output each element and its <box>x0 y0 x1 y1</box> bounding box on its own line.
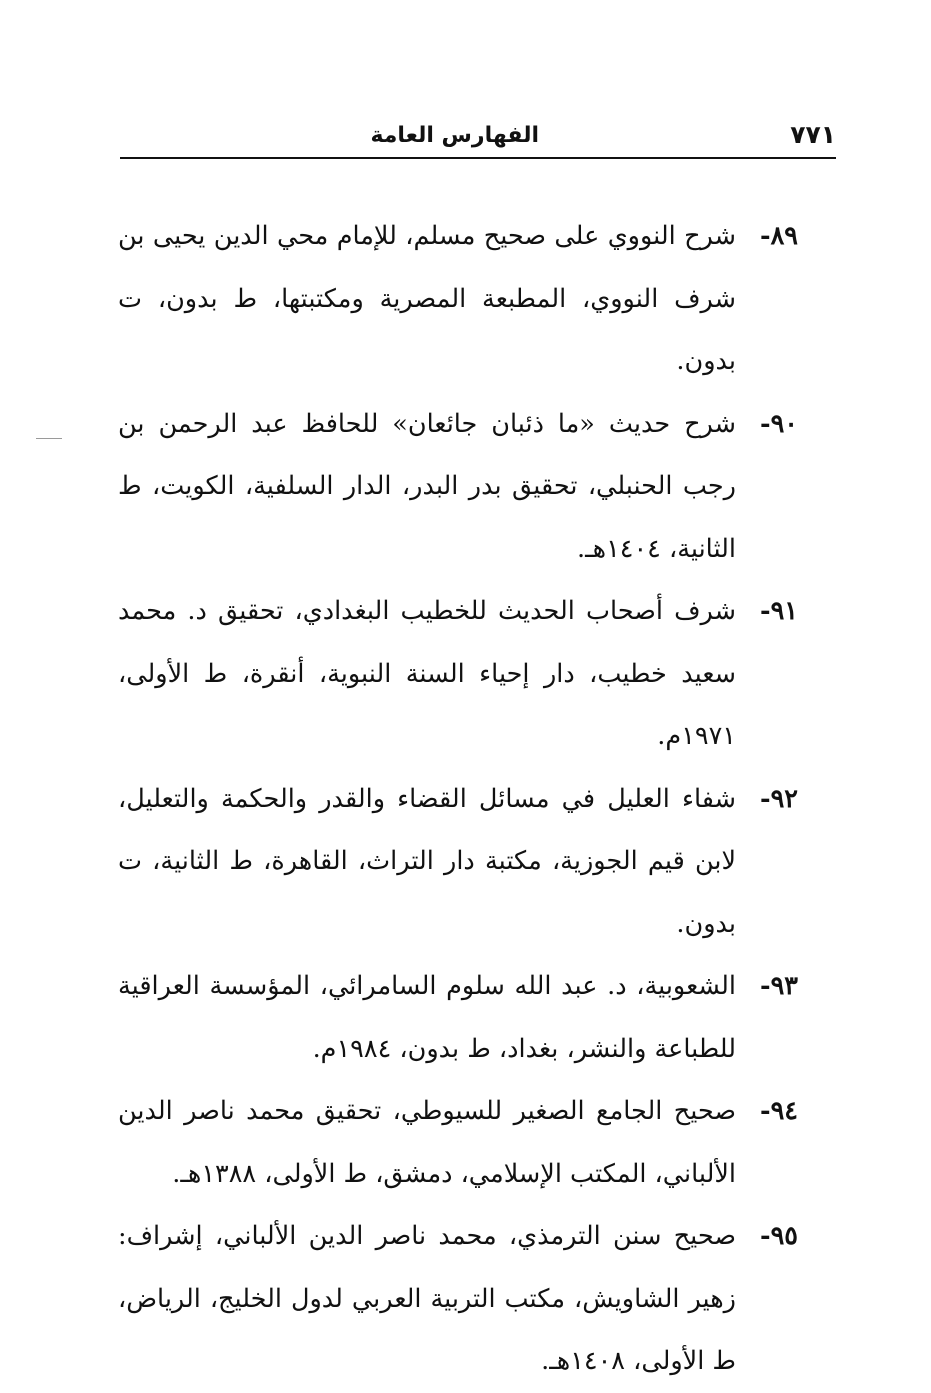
entry-text: شرف أصحاب الحديث للخطيب البغدادي، تحقيق د. محمد سعيد خطيب، دار إحياء السنة النبوية، أنقرة، ط الأولى، ١٩٧١م. <box>118 596 736 751</box>
entry-text: الشعوبية، د. عبد الله سلوم السامرائي، المؤسسة العراقية للطباعة والنشر، بغداد، ط بدون، ١٩٨٤م. <box>118 971 736 1064</box>
bibliography-entry-95 <box>118 1205 798 1393</box>
entry-number: ٩٤- <box>760 1096 798 1126</box>
bibliography-list <box>118 205 798 1393</box>
header-rule <box>120 157 836 159</box>
entry-number: ٩٣- <box>760 971 798 1001</box>
bibliography-entry-94 <box>118 1080 798 1205</box>
entry-text: شفاء العليل في مسائل القضاء والقدر والحكمة والتعليل، لابن قيم الجوزية، مكتبة دار التراث، القاهرة، ط الثانية، ت بدون. <box>118 783 736 939</box>
entry-number: ٩٠- <box>760 408 798 439</box>
entry-number: ٩٥- <box>760 1221 798 1251</box>
entry-number: ٩١- <box>760 596 798 626</box>
entry-text: شرح النووي على صحيح مسلم، للإمام محي الدين يحيى بن شرف النووي، المطبعة المصرية ومكتبتها، ط بدون، ت بدون. <box>118 221 736 376</box>
entry-number: ٨٩- <box>760 221 798 251</box>
bibliography-entry-91 <box>118 580 798 768</box>
entry-text: صحيح سنن الترمذي، محمد ناصر الدين الألباني، إشراف: زهير الشاويش، مكتب التربية العربي لدول الخليج، الرياض، ط الأولى، ١٤٠٨هـ. <box>118 1221 736 1376</box>
bibliography-entry-89 <box>118 205 798 393</box>
entry-text: صحيح الجامع الصغير للسيوطي، تحقيق محمد ناصر الدين الألباني، المكتب الإسلامي، دمشق، ط الأولى، ١٣٨٨هـ. <box>118 1096 736 1189</box>
entry-number: ٩٢- <box>760 783 798 814</box>
running-title: الفهارس العامة <box>370 123 539 148</box>
page-number: ٧٧١ <box>790 120 836 149</box>
bibliography-entry-92 <box>118 768 798 956</box>
entry-text: شرح حديث «ما ذئبان جائعان» للحافظ عبد الرحمن بن رجب الحنبلي، تحقيق بدر البدر، الدار السلفية، الكويت، ط الثانية، ١٤٠٤هـ. <box>118 408 736 564</box>
page-header <box>120 118 836 158</box>
bibliography-entry-93 <box>118 955 798 1080</box>
bibliography-entry-90 <box>118 393 798 581</box>
margin-mark <box>36 438 62 439</box>
